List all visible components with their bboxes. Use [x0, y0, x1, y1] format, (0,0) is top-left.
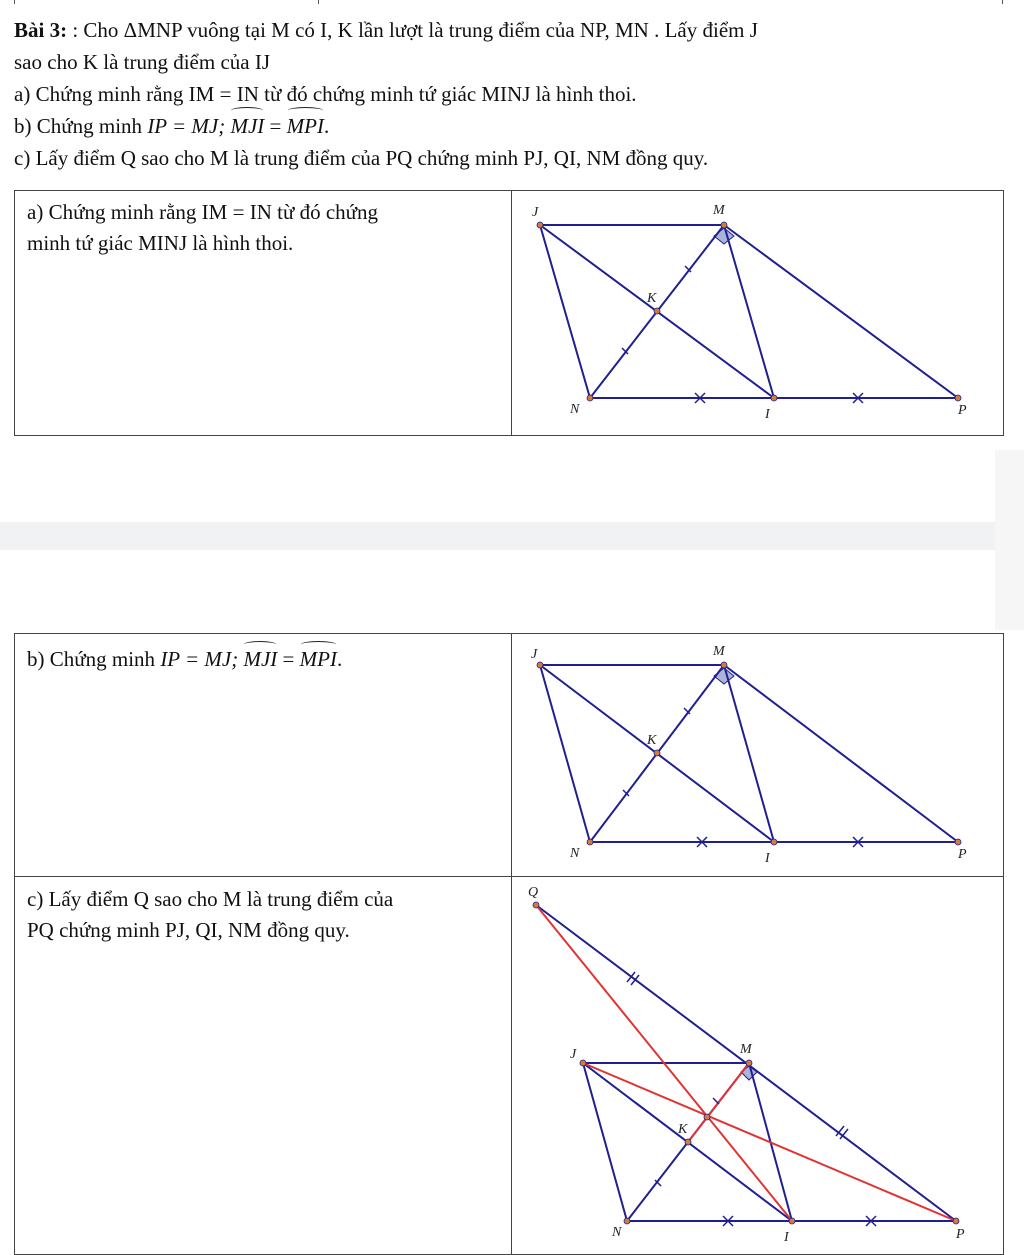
tick-marks: [627, 972, 876, 1226]
label-k: K: [647, 733, 657, 748]
problem-number: Bài 3:: [14, 18, 68, 42]
point-q: [533, 902, 539, 908]
problem-line-2: sao cho K là trung điểm của IJ: [14, 50, 271, 74]
label-p: P: [958, 847, 967, 862]
label-j: J: [531, 647, 538, 662]
label-n: N: [612, 1225, 622, 1240]
point-concurrency: [704, 1114, 710, 1120]
angle-mji: MJI: [243, 644, 277, 675]
segment-pj: [583, 1063, 956, 1221]
label-i: I: [784, 1230, 789, 1245]
point-n: [624, 1218, 630, 1224]
point-j: [580, 1060, 586, 1066]
label-p: P: [956, 1227, 965, 1242]
label-j: J: [570, 1047, 577, 1062]
label-n: N: [570, 402, 580, 417]
segment-jn: [583, 1063, 627, 1221]
point-m: [746, 1060, 752, 1066]
right-angle-mark: [741, 1066, 757, 1080]
label-m: M: [713, 203, 725, 218]
point-k: [685, 1139, 691, 1145]
angle-mpi: MPI: [300, 644, 337, 675]
problem-line-5: c) Lấy điểm Q sao cho M là trung điểm của PQ chứng minh PJ, QI, NM đồng quy.: [14, 146, 709, 170]
label-k: K: [647, 291, 657, 306]
part-c-text: c) Lấy điểm Q sao cho M là trung điểm của PQ chứng minh PJ, QI, NM đồng quy.: [27, 887, 394, 942]
point-i: [789, 1218, 795, 1224]
problem-line-3: a) Chứng minh rằng IM = IN từ đó chứng minh tứ giác MINJ là hình thoi.: [14, 82, 637, 106]
label-m: M: [740, 1042, 752, 1057]
label-k: K: [678, 1122, 688, 1137]
label-i: I: [765, 851, 770, 866]
angle-mji: MJI: [230, 110, 264, 142]
point-p: [953, 1218, 959, 1224]
problem-line-4: b) Chứng minh IP = MJ; MJI = MPI.: [14, 110, 1014, 142]
label-j: J: [532, 205, 539, 220]
part-a-text: a) Chứng minh rằng IM = IN từ đó chứng minh tứ giác MINJ là hình thoi.: [27, 200, 379, 255]
part-b-text: b) Chứng minh IP = MJ; MJI = MPI.: [27, 644, 342, 675]
label-m: M: [713, 644, 725, 659]
label-n: N: [570, 846, 580, 861]
label-i: I: [765, 407, 770, 422]
label-p: P: [958, 403, 967, 418]
problem-line-1: Bài 3: : Cho ΔMNP vuông tại M có I, K lần lượt là trung điểm của NP, MN . Lấy điểm J: [14, 18, 758, 42]
angle-mpi: MPI: [287, 110, 324, 142]
label-q: Q: [528, 885, 539, 900]
